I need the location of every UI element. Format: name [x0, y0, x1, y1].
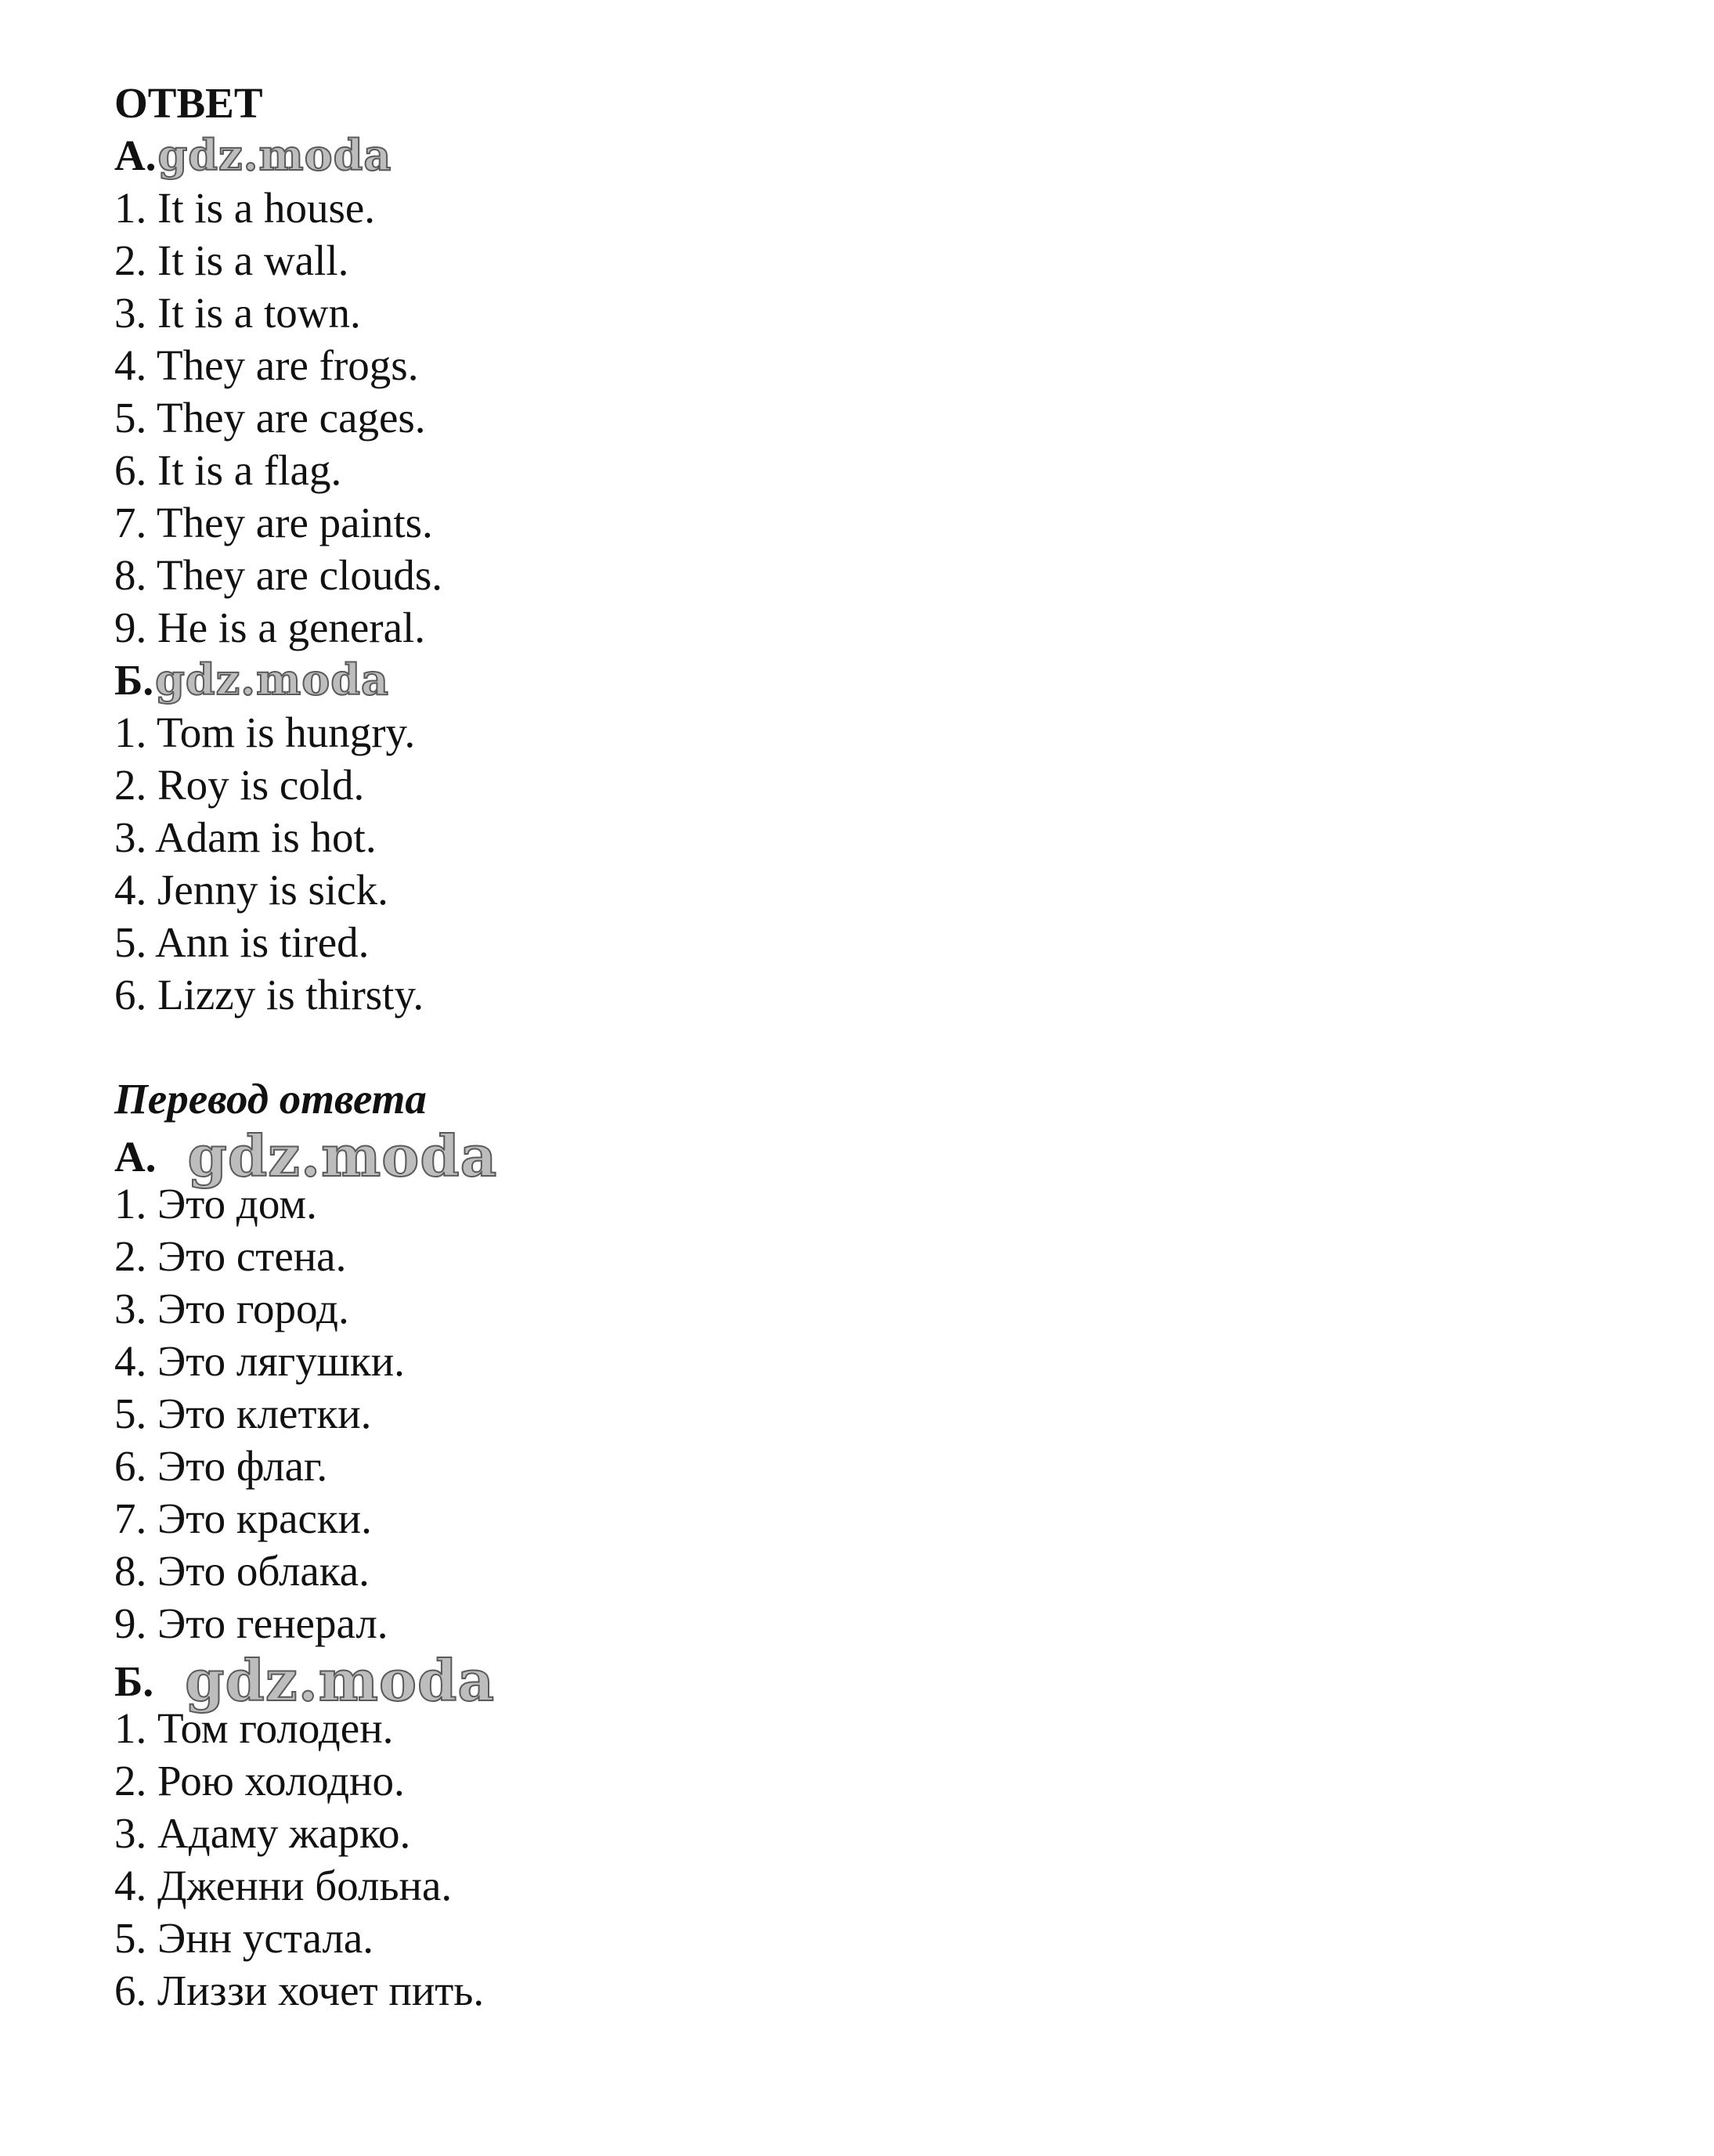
- answer-b-item: 2. Roy is cold.: [114, 761, 365, 809]
- answer-b-item: 5. Ann is tired.: [114, 918, 370, 966]
- translation-a-item: 7. Это краски.: [114, 1494, 372, 1542]
- answer-b-item: 6. Lizzy is thirsty.: [114, 971, 424, 1019]
- answer-b-item: 4. Jenny is sick.: [114, 866, 388, 914]
- translation-a-item: 3. Это город.: [114, 1285, 349, 1332]
- translation-a-item: 8. Это облака.: [114, 1547, 370, 1595]
- answer-b-item: 1. Tom is hungry.: [114, 708, 416, 756]
- translation-a-item: 1. Это дом.: [114, 1180, 317, 1228]
- answer-a-item: 3. It is a town.: [114, 289, 361, 337]
- translation-section-b-header: [114, 1647, 1602, 1714]
- section-spacer: [114, 1021, 1602, 1073]
- translation-b-item: 1. Том голоден.: [114, 1704, 394, 1752]
- translation-section-b-label: Б.: [114, 1657, 154, 1705]
- watermark-logo: gdz.moda: [155, 654, 390, 705]
- answer-a-item: 1. It is a house.: [114, 184, 376, 232]
- translation-b-item: 6. Лиззи хочет пить.: [114, 1967, 485, 2014]
- translation-section-a-label: А.: [114, 1133, 157, 1181]
- answer-section-a-header: [114, 129, 1602, 182]
- answer-a-item: 8. They are clouds.: [114, 551, 442, 599]
- watermark-logo: gdz.moda: [157, 130, 392, 180]
- answer-section-a-label: А.: [114, 132, 157, 179]
- translation-a-item: 2. Это стена.: [114, 1232, 347, 1280]
- translation-a-item: 5. Это клетки.: [114, 1390, 372, 1437]
- translation-a-item: 9. Это генерал.: [114, 1599, 388, 1647]
- answer-a-item: 2. It is a wall.: [114, 236, 349, 284]
- document-page: [114, 77, 1602, 2017]
- translation-b-item: 3. Адаму жарко.: [114, 1809, 411, 1857]
- watermark-logo: gdz.moda: [187, 1123, 498, 1189]
- translation-a-item: 4. Это лягушки.: [114, 1337, 405, 1385]
- translation-b-item: 4. Дженни больна.: [114, 1862, 453, 1909]
- answer-heading: ОТВЕТ: [114, 79, 263, 127]
- answer-a-item: 4. They are frogs.: [114, 341, 419, 389]
- translation-section-a-header: [114, 1123, 1602, 1189]
- translation-a-item: 6. Это флаг.: [114, 1442, 328, 1490]
- answer-a-item: 5. They are cages.: [114, 394, 426, 442]
- translation-b-item: 2. Рою холодно.: [114, 1757, 405, 1804]
- answer-a-item: 6. It is a flag.: [114, 446, 342, 494]
- answer-section-b-header: [114, 654, 1602, 706]
- translation-b-item: 5. Энн устала.: [114, 1914, 374, 1962]
- answer-a-item: 9. He is a general.: [114, 604, 426, 651]
- answer-a-item: 7. They are paints.: [114, 499, 433, 546]
- answer-b-item: 3. Adam is hot.: [114, 813, 377, 861]
- watermark-logo: gdz.moda: [185, 1647, 495, 1714]
- translation-heading: Перевод ответа: [114, 1075, 427, 1123]
- answer-section-b-label: Б.: [114, 656, 154, 704]
